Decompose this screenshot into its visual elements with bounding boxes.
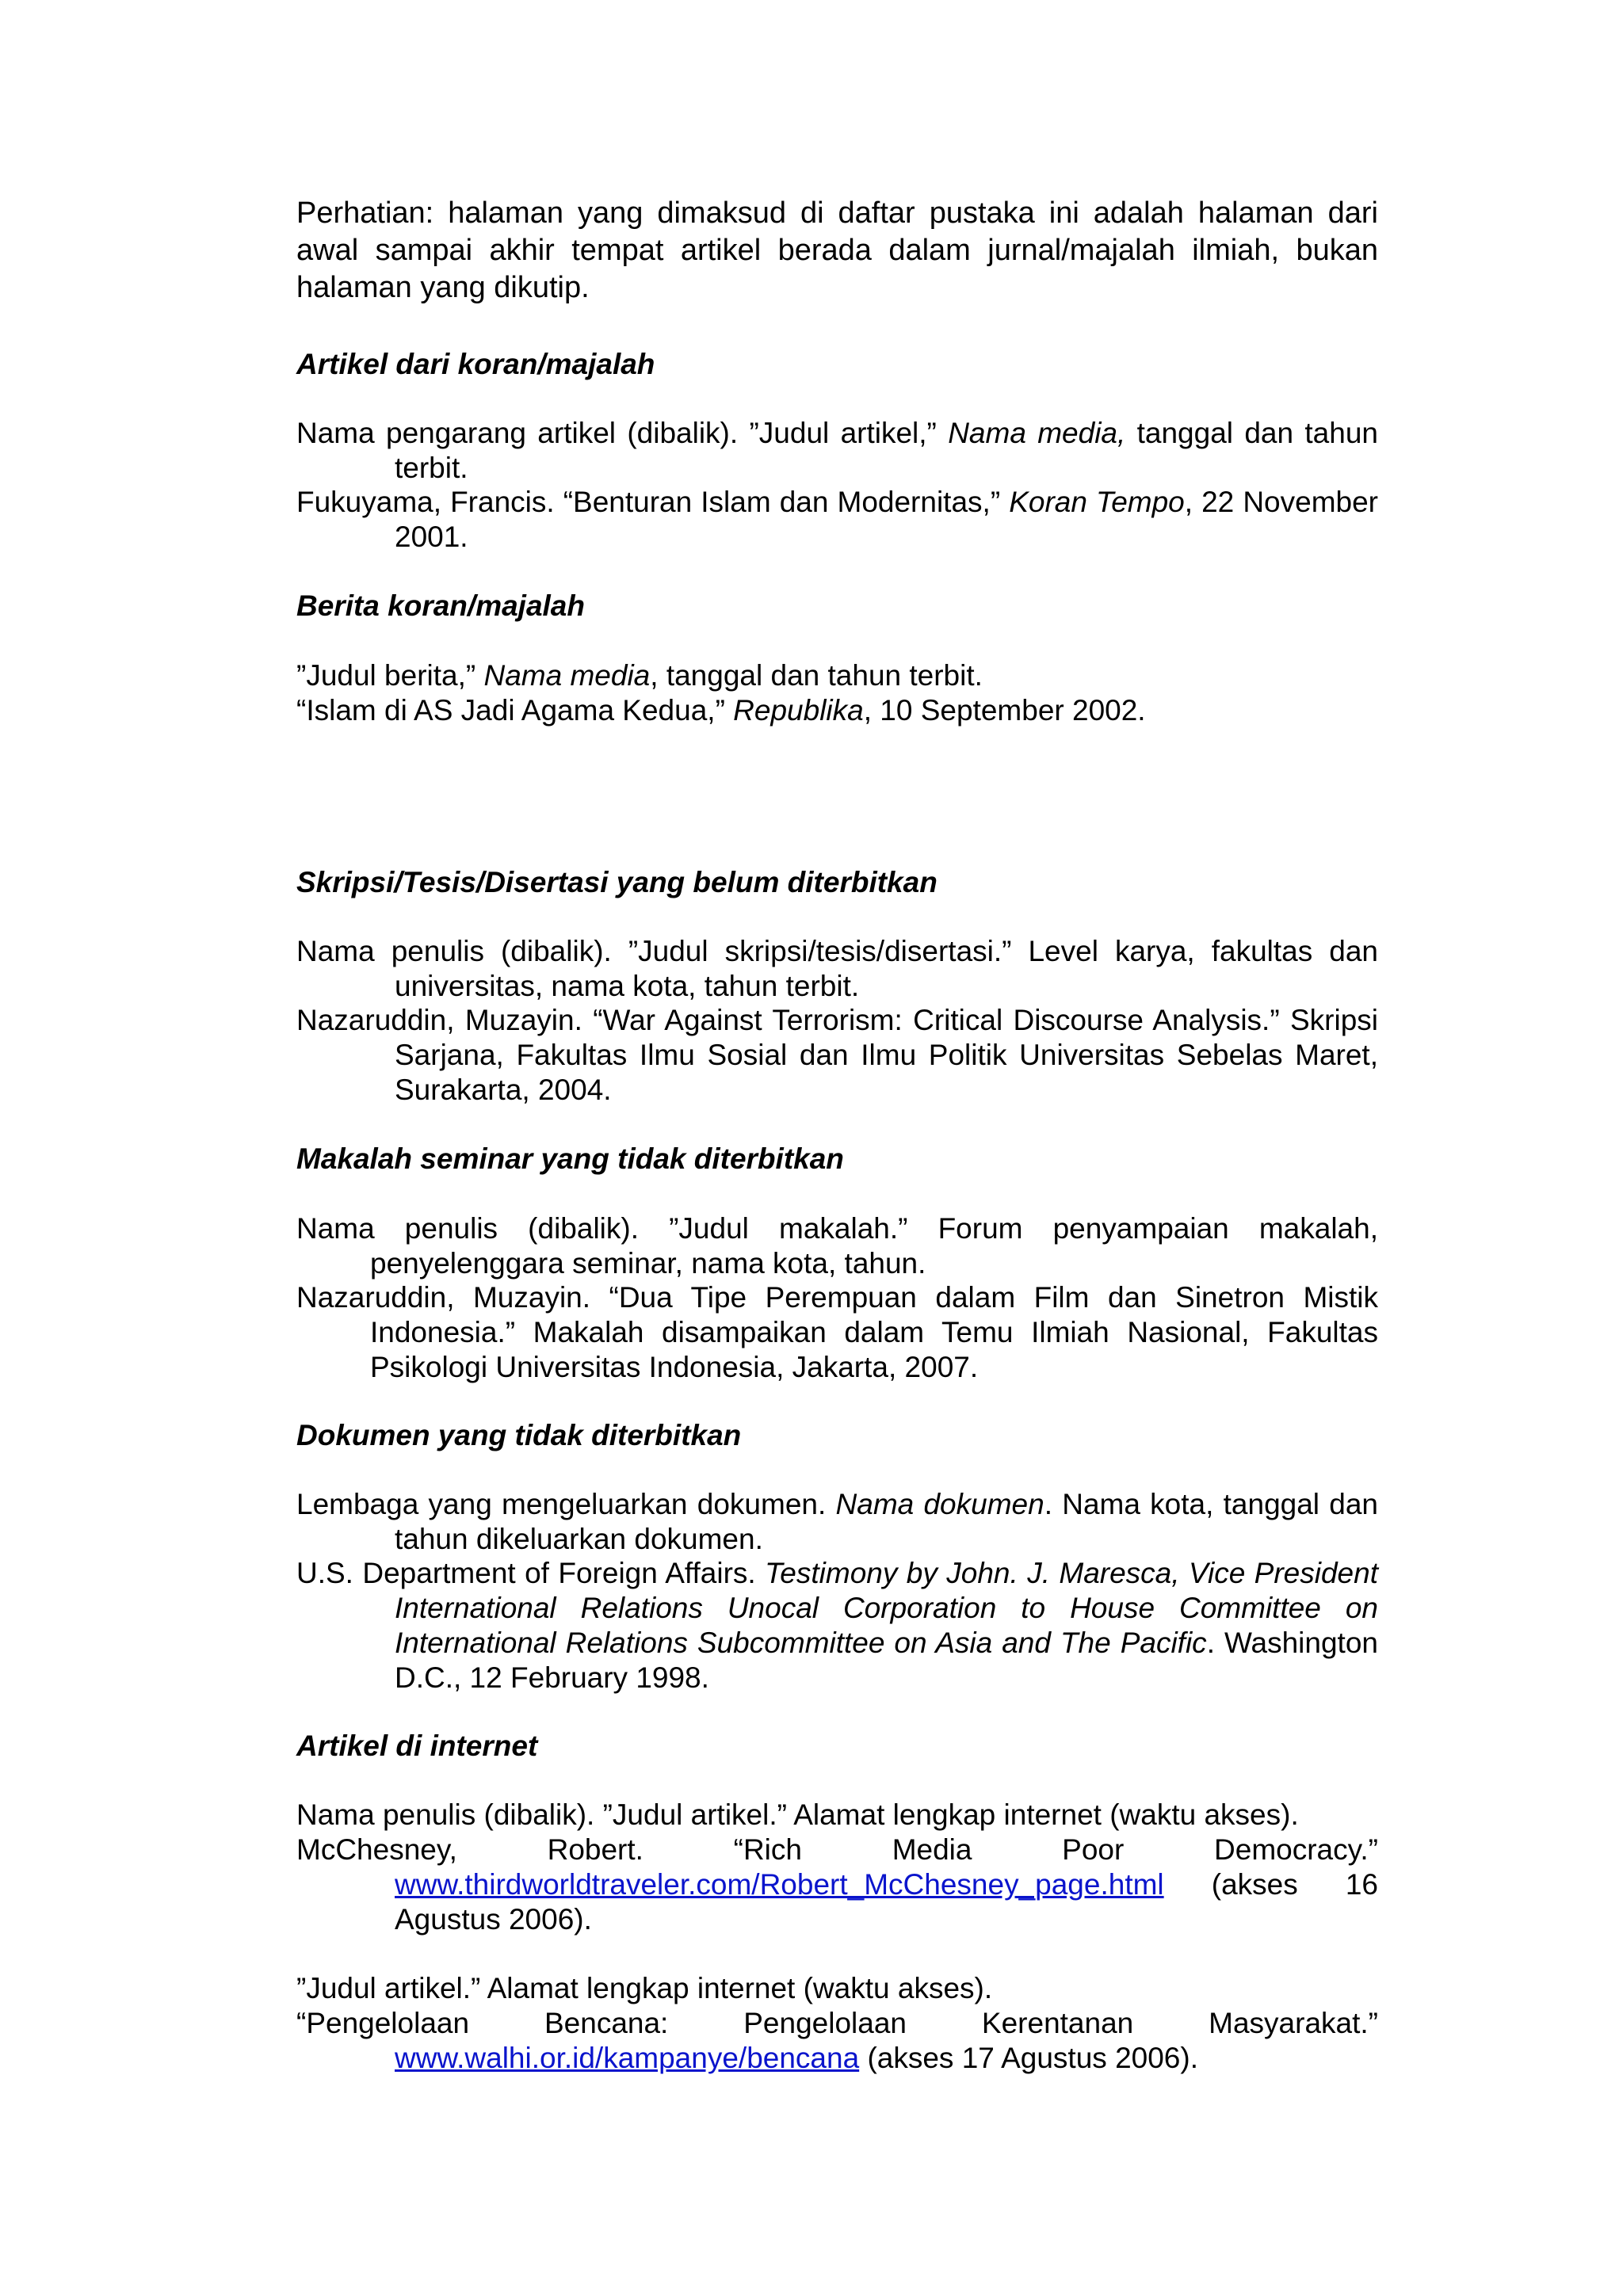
heading-berita-koran: Berita koran/majalah [296,589,585,622]
entry-dokumen-example: U.S. Department of Foreign Affairs. Testimony by John. J. Maresca, Vice President International Relations Unocal Corporation to House Committee on International Relations Subcommittee on Asia and The Pacific. Washington D.C., 12 February 1998. [296,1557,1378,1694]
entry-skripsi-format: Nama penulis (dibalik). ”Judul skripsi/tesis/disertasi.” Level karya, fakultas dan universitas, nama kota, tahun terbit. [296,935,1378,1002]
entry-koran-example: Fukuyama, Francis. “Benturan Islam dan Modernitas,” Koran Tempo, 22 November 2001. [296,486,1378,553]
entry-koran-format: Nama pengarang artikel (dibalik). ”Judul artikel,” Nama media, tanggal dan tahun terbit. [296,417,1378,484]
heading-dokumen: Dokumen yang tidak diterbitkan [296,1419,742,1451]
entry-dokumen-format: Lembaga yang mengeluarkan dokumen. Nama dokumen. Nama kota, tanggal dan tahun dikeluarkan dokumen. [296,1488,1379,1555]
heading-skripsi: Skripsi/Tesis/Disertasi yang belum diterbitkan [296,866,938,898]
entry-skripsi-example: Nazaruddin, Muzayin. “War Against Terrorism: Critical Discourse Analysis.” Skripsi Sarjana, Fakultas Ilmu Sosial dan Ilmu Politik Universitas Sebelas Maret, Surakarta, 2004. [296,1004,1378,1106]
heading-artikel-koran: Artikel dari koran/majalah [296,348,655,380]
heading-makalah: Makalah seminar yang tidak diterbitkan [296,1142,844,1175]
entry-internet-example: McChesney, Robert. “Rich Media Poor Democracy.” www.thirdworldtraveler.com/Robert_McChesney_page.html (akses 16 Agustus 2006). [296,1833,1378,1936]
entry-berita-format: ”Judul berita,” Nama media, tanggal dan tahun terbit. [296,659,983,692]
entry-makalah-format: Nama penulis (dibalik). ”Judul makalah.” Forum penyampaian makalah, penyelenggara seminar, nama kota, tahun. [296,1212,1378,1280]
heading-internet: Artikel di internet [296,1730,538,1762]
entry-internet-format: Nama penulis (dibalik). ”Judul artikel.” Alamat lengkap internet (waktu akses). [296,1798,1299,1831]
entry-internet-example-2: “Pengelolaan Bencana: Pengelolaan Kerentanan Masyarakat.” www.walhi.or.id/kampanye/bencana (akses 17 Agustus 2006). [296,2007,1378,2074]
entry-makalah-example: Nazaruddin, Muzayin. “Dua Tipe Perempuan dalam Film dan Sinetron Mistik Indonesia.” Makalah disampaikan dalam Temu Ilmiah Nasional, Fakultas Psikologi Universitas Indonesia, Jakarta, 2007. [296,1281,1378,1383]
link-walhi[interactable]: www.walhi.or.id/kampanye/bencana [395,2042,860,2074]
intro-paragraph: Perhatian: halaman yang dimaksud di daftar pustaka ini adalah halaman dari awal sampai akhir tempat artikel berada dalam jurnal/majalah ilmiah, bukan halaman yang dikutip. [296,196,1378,304]
link-thirdworldtraveler[interactable]: www.thirdworldtraveler.com/Robert_McChesney_page.html [395,1868,1164,1901]
entry-berita-example: “Islam di AS Jadi Agama Kedua,” Republika, 10 September 2002. [296,694,1146,727]
entry-internet-format-2: ”Judul artikel.” Alamat lengkap internet (waktu akses). [296,1972,993,2004]
